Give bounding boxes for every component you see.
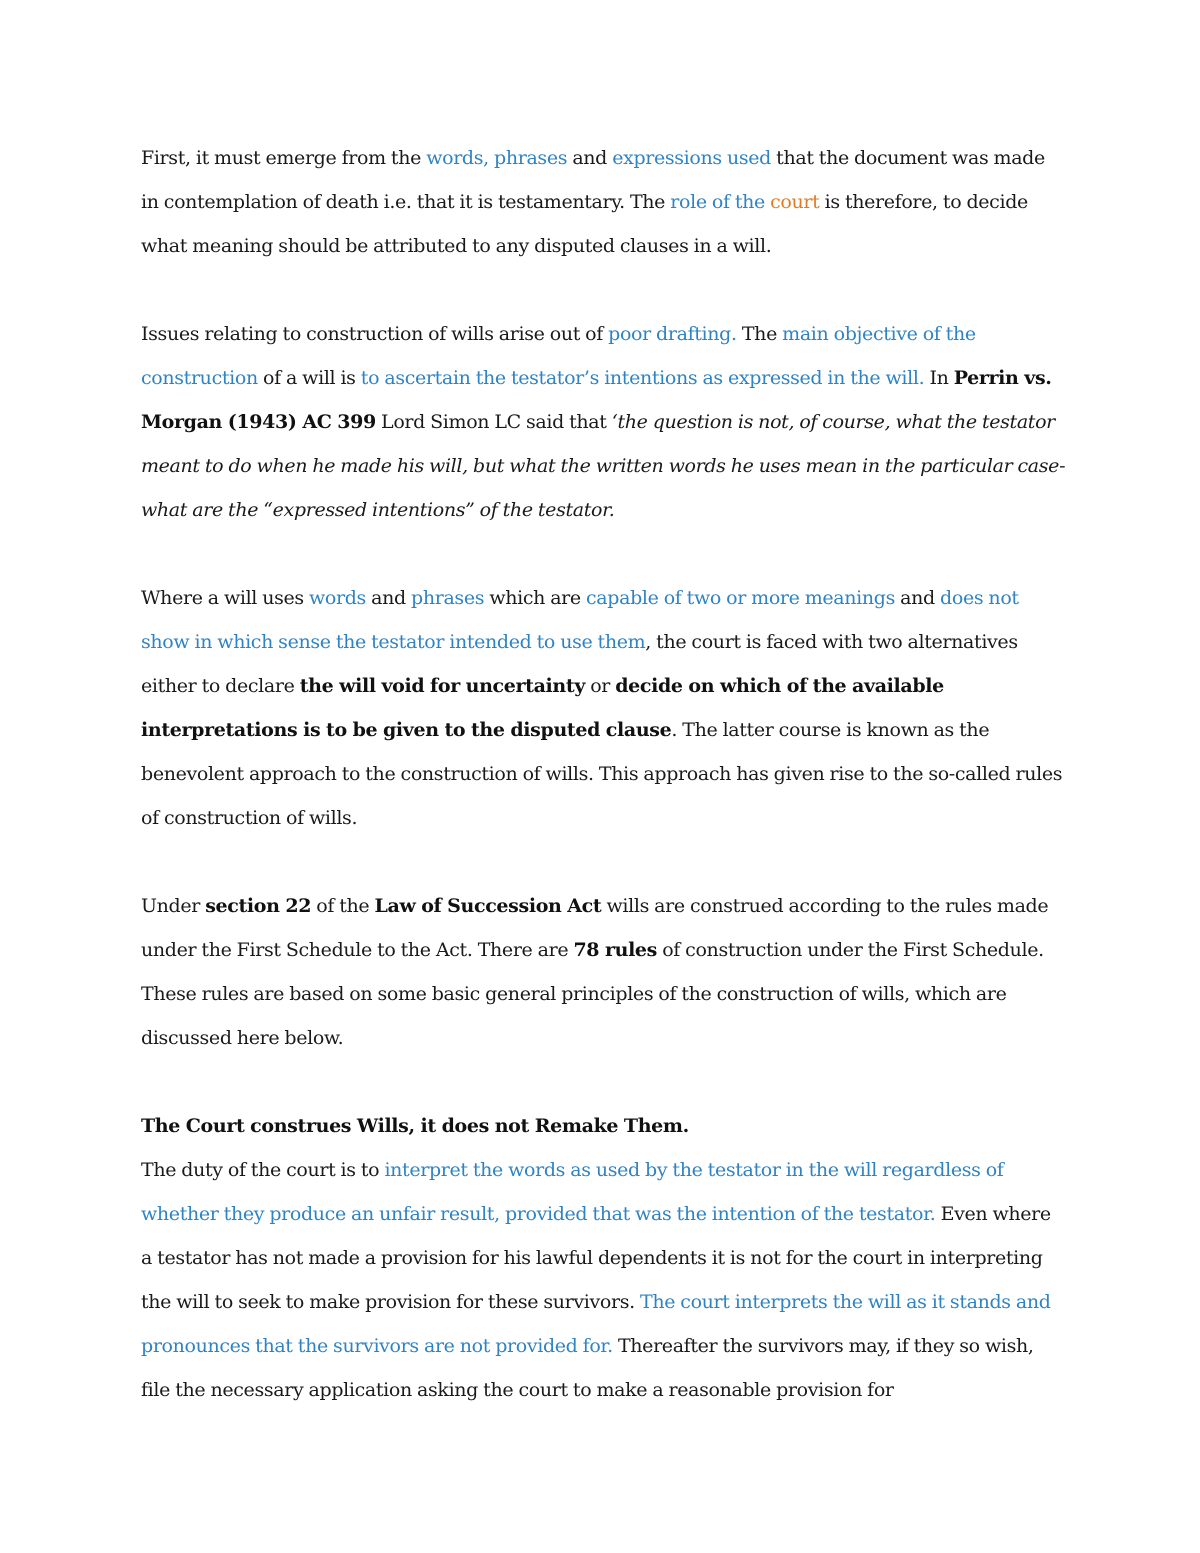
text-run: Thereafter the survivors may, if they so wish, file the necessary application asking the court to make a reasonable provision for <box>141 1335 1034 1401</box>
text-run: wills are construed according to the rules made under the First Schedule to the Act. There are <box>141 895 1049 961</box>
highlighted-text: to ascertain the testator’s intentions as expressed in the will. <box>360 367 925 389</box>
paragraph-spacer <box>141 268 1066 312</box>
paragraph-spacer <box>141 840 1066 884</box>
paragraph-5 <box>141 1104 1066 1148</box>
text-run: First, it must emerge from the <box>141 147 427 169</box>
text-run: The <box>736 323 783 345</box>
text-run: or <box>585 675 616 697</box>
text-run: of a will is <box>257 367 361 389</box>
text-run: Under <box>141 895 206 917</box>
highlighted-text: role of the <box>670 191 771 213</box>
italic-quote: ‘the question is not, of course, what the testator meant to do when he made his will, but what the written words he uses mean in the particular case- what are the “expressed intentions” of the testator. <box>141 411 1066 521</box>
highlighted-text: main objective of the construction <box>141 323 976 389</box>
text-run: . The latter course is known as the benevolent approach to the construction of wills. This approach has given rise to the so-called rules of construction of wills. <box>141 719 1063 829</box>
text-run: that the document was made in contemplation of death i.e. that it is testamentary. The <box>141 147 1045 213</box>
highlighted-text: interpret the words as used by the testator in the will regardless of whether they produce an unfair result, provided that was the intention of the testator. <box>141 1159 1004 1225</box>
bold-text: 78 rules <box>573 939 658 961</box>
text-run: of the <box>311 895 375 917</box>
paragraph-2 <box>141 312 1066 532</box>
highlighted-text: capable of two or more meanings <box>586 587 895 609</box>
text-run: Where a will uses <box>141 587 309 609</box>
bold-text: The Court construes Wills, it does not Remake Them. <box>141 1115 689 1137</box>
paragraph-3 <box>141 576 1066 840</box>
paragraph-spacer <box>141 1060 1066 1104</box>
text-run: Lord Simon LC said that <box>375 411 612 433</box>
text-run: In <box>924 367 954 389</box>
bold-text: decide on which of the available interpretations is to be given to the disputed clause <box>141 675 944 741</box>
highlighted-text: expressions used <box>612 147 771 169</box>
highlighted-text: words, phrases <box>426 147 568 169</box>
text-run: is therefore, to decide what meaning should be attributed to any disputed clauses in a will. <box>141 191 1028 257</box>
highlighted-text: poor drafting. <box>608 323 737 345</box>
text-run: of construction under the First Schedule. These rules are based on some basic general principles of the construction of wills, which are discussed here below. <box>141 939 1044 1049</box>
paragraph-1 <box>141 136 1066 268</box>
text-run: and <box>894 587 941 609</box>
text-run: and <box>365 587 412 609</box>
text-run: Even where a testator has not made a provision for his lawful dependents it is not for the court in interpreting the will to seek to make provision for these survivors. <box>141 1203 1051 1313</box>
paragraph-6 <box>141 1148 1066 1412</box>
text-run: and <box>567 147 613 169</box>
text-run: The duty of the court is to <box>141 1159 385 1181</box>
text-run: Issues relating to construction of wills arise out of <box>141 323 609 345</box>
bold-text: the will void for uncertainty <box>299 675 586 697</box>
document-body <box>141 136 1066 1412</box>
paragraph-spacer <box>141 532 1066 576</box>
text-run: , the court is faced with two alternatives either to declare <box>141 631 1018 697</box>
bold-text: Law of Succession Act <box>374 895 602 917</box>
highlighted-text: does not show in which sense the testator intended to use them <box>141 587 1019 653</box>
bold-text: section 22 <box>205 895 312 917</box>
highlighted-text: The court interprets the will as it stands and pronounces that the survivors are not provided for. <box>141 1291 1051 1357</box>
highlighted-text: words <box>309 587 366 609</box>
highlighted-text-orange: court <box>770 191 820 213</box>
highlighted-text: phrases <box>411 587 485 609</box>
text-run: which are <box>484 587 587 609</box>
bold-text: Perrin vs. Morgan (1943) AC 399 <box>141 367 1052 433</box>
paragraph-4 <box>141 884 1066 1060</box>
